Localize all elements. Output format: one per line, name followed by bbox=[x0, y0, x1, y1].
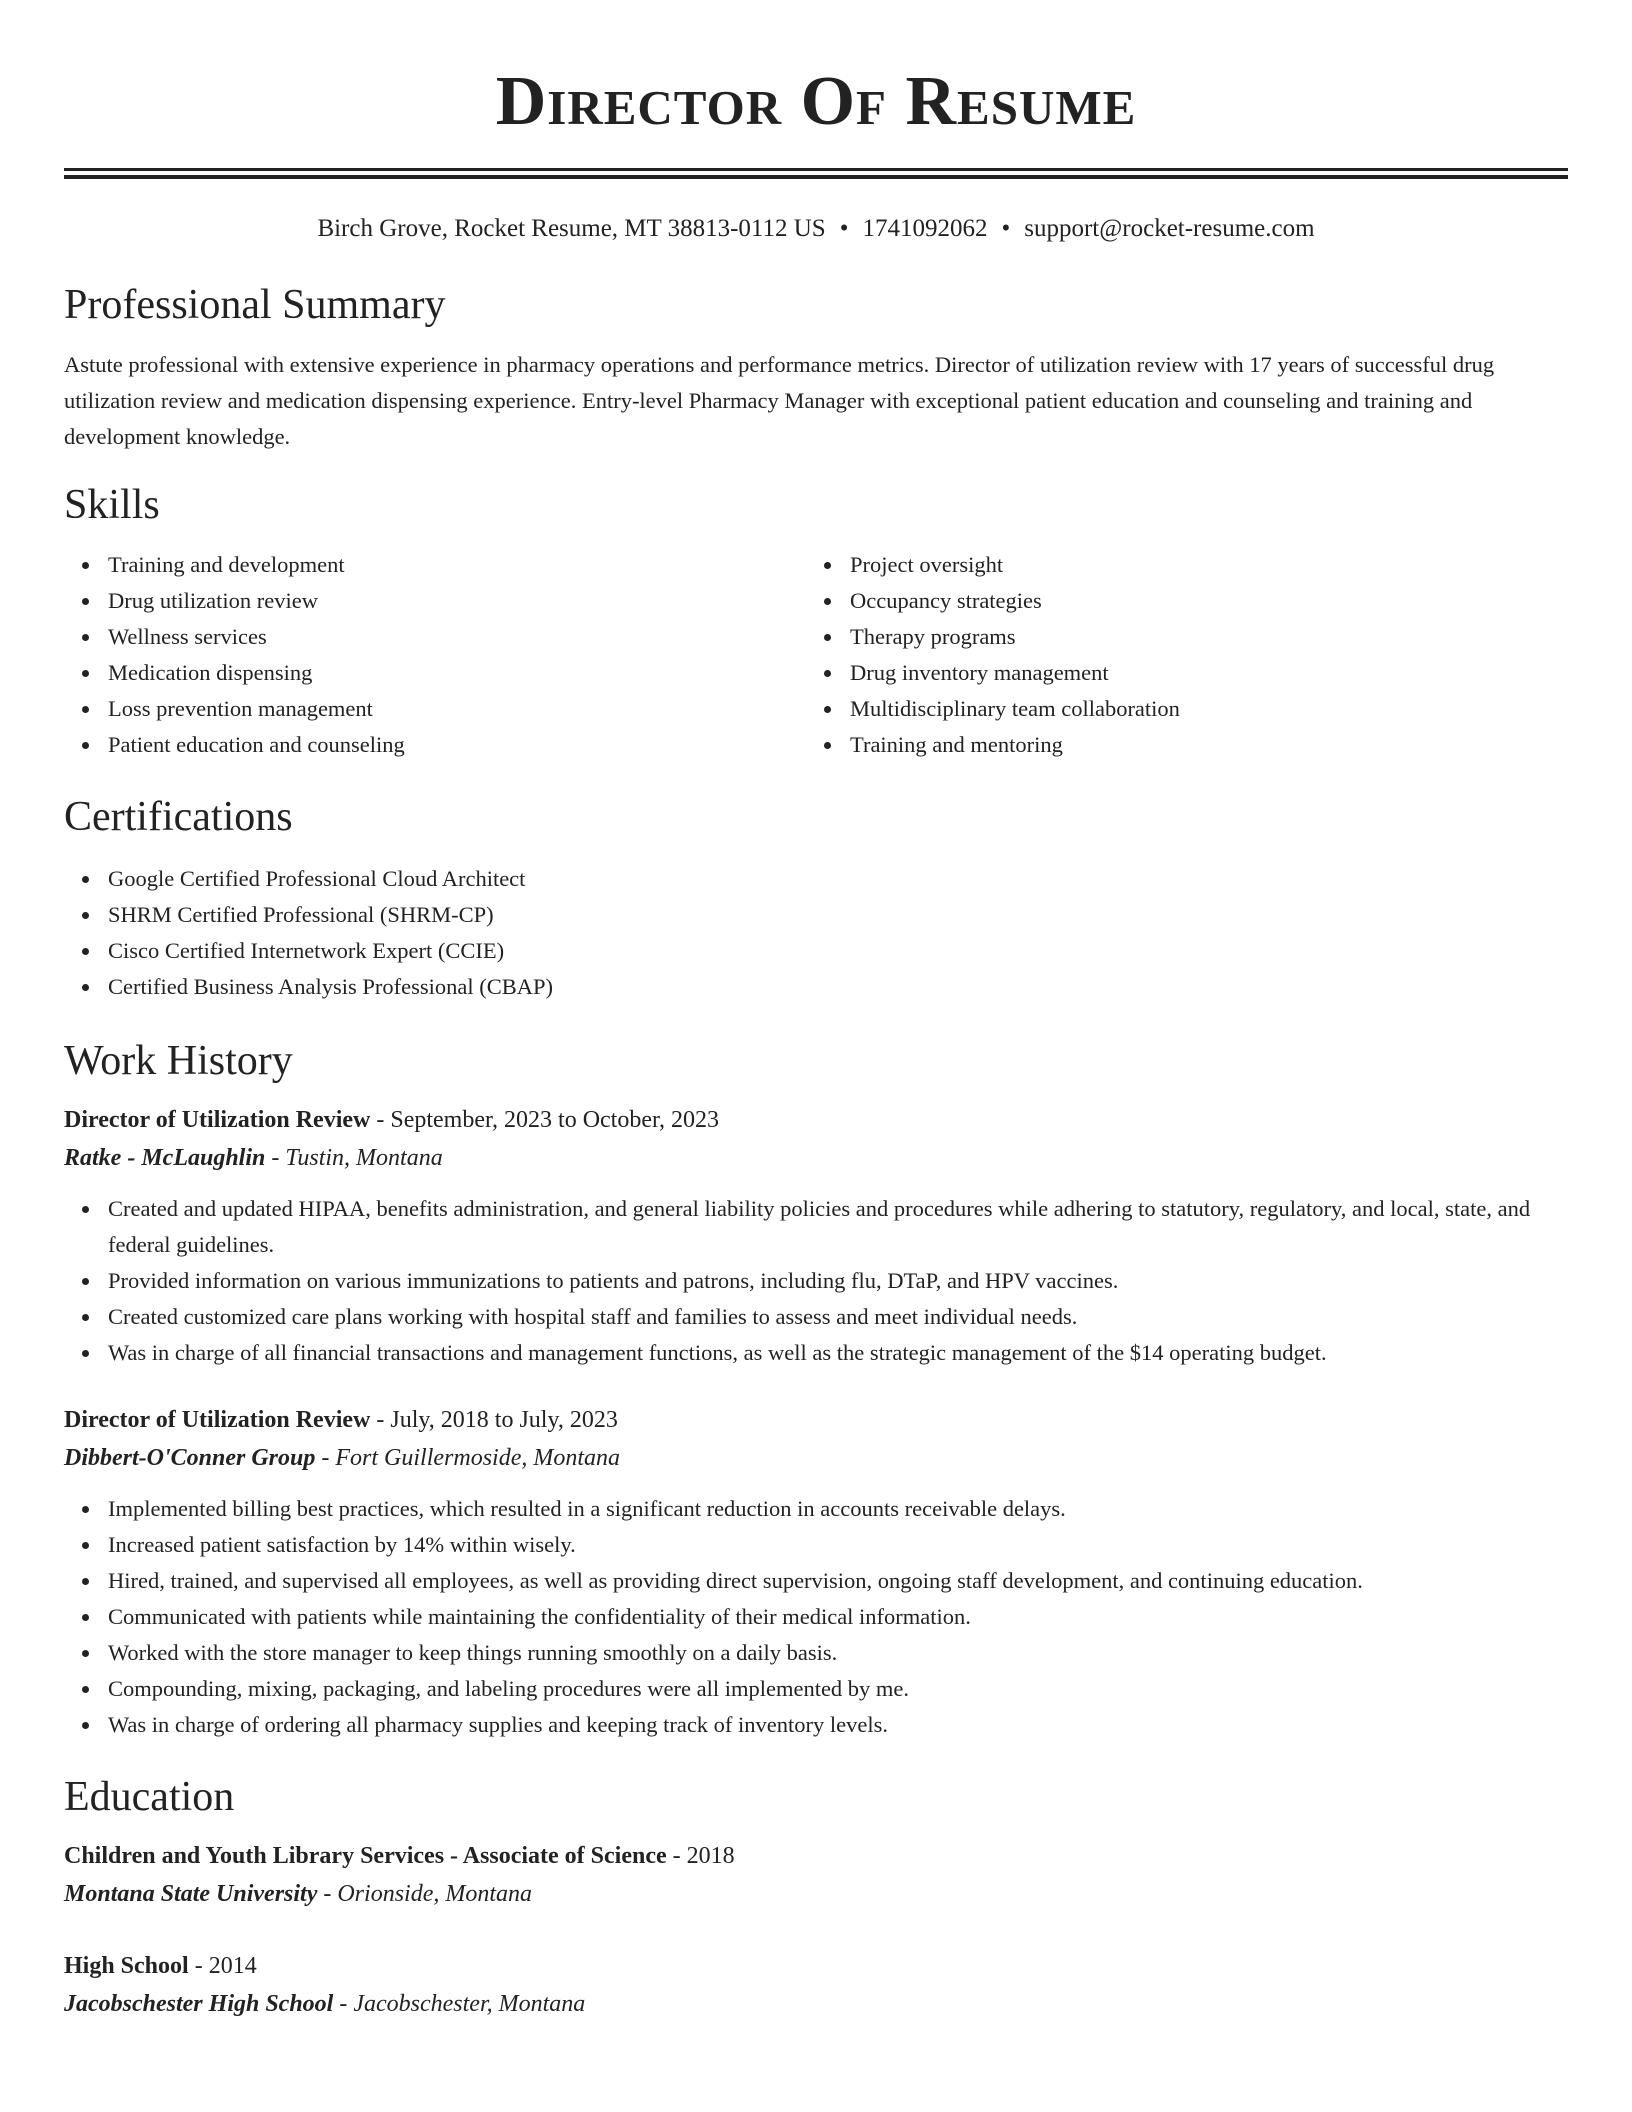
certification-item: SHRM Certified Professional (SHRM-CP) bbox=[64, 897, 1568, 933]
skill-item: Therapy programs bbox=[806, 619, 1548, 655]
skill-item: Patient education and counseling bbox=[64, 727, 806, 763]
skill-item: Training and development bbox=[64, 547, 806, 583]
skills-heading: Skills bbox=[64, 482, 160, 528]
job-duty: Was in charge of ordering all pharmacy supplies and keeping track of inventory levels. bbox=[64, 1707, 1568, 1743]
skills-grid bbox=[64, 547, 1568, 763]
job-entry bbox=[64, 1101, 1568, 1371]
resume-title: Director Of Resume bbox=[495, 63, 1137, 140]
contact-info bbox=[64, 213, 1568, 245]
skill-item: Drug utilization review bbox=[64, 583, 806, 619]
work-history-section bbox=[64, 1035, 1568, 1743]
job-duty: Was in charge of all financial transactions and management functions, as well as the strategic management of the $14 operating budget. bbox=[64, 1335, 1568, 1371]
skill-item: Multidisciplinary team collaboration bbox=[806, 691, 1548, 727]
skill-item: Occupancy strategies bbox=[806, 583, 1548, 619]
education-school: Montana State University bbox=[64, 1881, 318, 1907]
education-entry bbox=[64, 1947, 1568, 2023]
contact-email[interactable]: support@rocket-resume.com bbox=[1024, 215, 1315, 242]
job-entry bbox=[64, 1401, 1568, 1743]
job-duty: Increased patient satisfaction by 14% within wisely. bbox=[64, 1527, 1568, 1563]
education-year: - 2018 bbox=[666, 1843, 735, 1869]
education-section bbox=[64, 1771, 1568, 2023]
contact-separator: • bbox=[839, 215, 849, 242]
job-duty: Compounding, mixing, packaging, and labeling procedures were all implemented by me. bbox=[64, 1671, 1568, 1707]
job-duty: Worked with the store manager to keep things running smoothly on a daily basis. bbox=[64, 1635, 1568, 1671]
skill-item: Drug inventory management bbox=[806, 655, 1548, 691]
skill-item: Medication dispensing bbox=[64, 655, 806, 691]
skills-section bbox=[64, 479, 1568, 763]
job-dates: - July, 2018 to July, 2023 bbox=[370, 1407, 618, 1433]
education-degree-line bbox=[64, 1947, 1568, 1985]
job-company-line bbox=[64, 1139, 1568, 1177]
certification-item: Google Certified Professional Cloud Architect bbox=[64, 861, 1568, 897]
contact-phone: 1741092062 bbox=[862, 215, 988, 242]
education-school: Jacobschester High School bbox=[64, 1991, 334, 2017]
education-entry bbox=[64, 1837, 1568, 1913]
education-location: - Orionside, Montana bbox=[317, 1881, 533, 1907]
job-title: Director of Utilization Review bbox=[64, 1107, 371, 1133]
certification-item: Cisco Certified Internetwork Expert (CCIE) bbox=[64, 933, 1568, 969]
certification-item: Certified Business Analysis Professional (CBAP) bbox=[64, 969, 1568, 1005]
certifications-section bbox=[64, 791, 1568, 1005]
education-school-line bbox=[64, 1875, 1568, 1913]
summary-heading: Professional Summary bbox=[64, 282, 446, 328]
education-year: - 2014 bbox=[188, 1953, 257, 1979]
job-company: Ratke - McLaughlin bbox=[64, 1145, 266, 1171]
education-degree: High School bbox=[64, 1953, 189, 1979]
education-heading: Education bbox=[64, 1774, 235, 1820]
job-duty: Communicated with patients while maintaining the confidentiality of their medical information. bbox=[64, 1599, 1568, 1635]
job-duty: Implemented billing best practices, which resulted in a significant reduction in accounts receivable delays. bbox=[64, 1491, 1568, 1527]
job-duties-list bbox=[64, 1491, 1568, 1743]
certifications-heading: Certifications bbox=[64, 794, 293, 840]
job-company-line bbox=[64, 1439, 1568, 1477]
job-title-line bbox=[64, 1101, 1568, 1139]
summary-section bbox=[64, 279, 1568, 455]
job-title: Director of Utilization Review bbox=[64, 1407, 371, 1433]
job-duty: Hired, trained, and supervised all employees, as well as providing direct supervision, ongoing staff development, and continuing education. bbox=[64, 1563, 1568, 1599]
skill-item: Loss prevention management bbox=[64, 691, 806, 727]
skill-item: Training and mentoring bbox=[806, 727, 1548, 763]
education-location: - Jacobschester, Montana bbox=[333, 1991, 586, 2017]
education-degree-line bbox=[64, 1837, 1568, 1875]
skills-column-right bbox=[806, 547, 1548, 763]
job-dates: - September, 2023 to October, 2023 bbox=[370, 1107, 720, 1133]
contact-address: Birch Grove, Rocket Resume, MT 38813-0112 US bbox=[317, 215, 826, 242]
job-duties-list bbox=[64, 1191, 1568, 1371]
education-school-line bbox=[64, 1985, 1568, 2023]
job-location: - Tustin, Montana bbox=[265, 1145, 443, 1171]
title-divider bbox=[64, 168, 1568, 179]
job-duty: Created and updated HIPAA, benefits administration, and general liability policies and procedures while adhering to statutory, regulatory, and local, state, and federal guidelines. bbox=[64, 1191, 1568, 1263]
contact-separator: • bbox=[1001, 215, 1011, 242]
job-duty: Provided information on various immunizations to patients and patrons, including flu, DTaP, and HPV vaccines. bbox=[64, 1263, 1568, 1299]
skill-item: Wellness services bbox=[64, 619, 806, 655]
work-history-heading: Work History bbox=[64, 1038, 293, 1084]
skills-column-left bbox=[64, 547, 806, 763]
certifications-list bbox=[64, 861, 1568, 1005]
job-duty: Created customized care plans working with hospital staff and families to assess and meet individual needs. bbox=[64, 1299, 1568, 1335]
summary-text: Astute professional with extensive experience in pharmacy operations and performance metrics. Director of utilization review with 17 years of successful drug utilization review and medication dispensing experience. Entry-level Pharmacy Manager with exceptional patient education and counseling and training and development knowledge. bbox=[64, 352, 1495, 449]
job-title-line bbox=[64, 1401, 1568, 1439]
skill-item: Project oversight bbox=[806, 547, 1548, 583]
education-degree: Children and Youth Library Services - Associate of Science bbox=[64, 1843, 667, 1869]
job-location: - Fort Guillermoside, Montana bbox=[315, 1445, 621, 1471]
job-company: Dibbert-O'Conner Group bbox=[64, 1445, 316, 1471]
